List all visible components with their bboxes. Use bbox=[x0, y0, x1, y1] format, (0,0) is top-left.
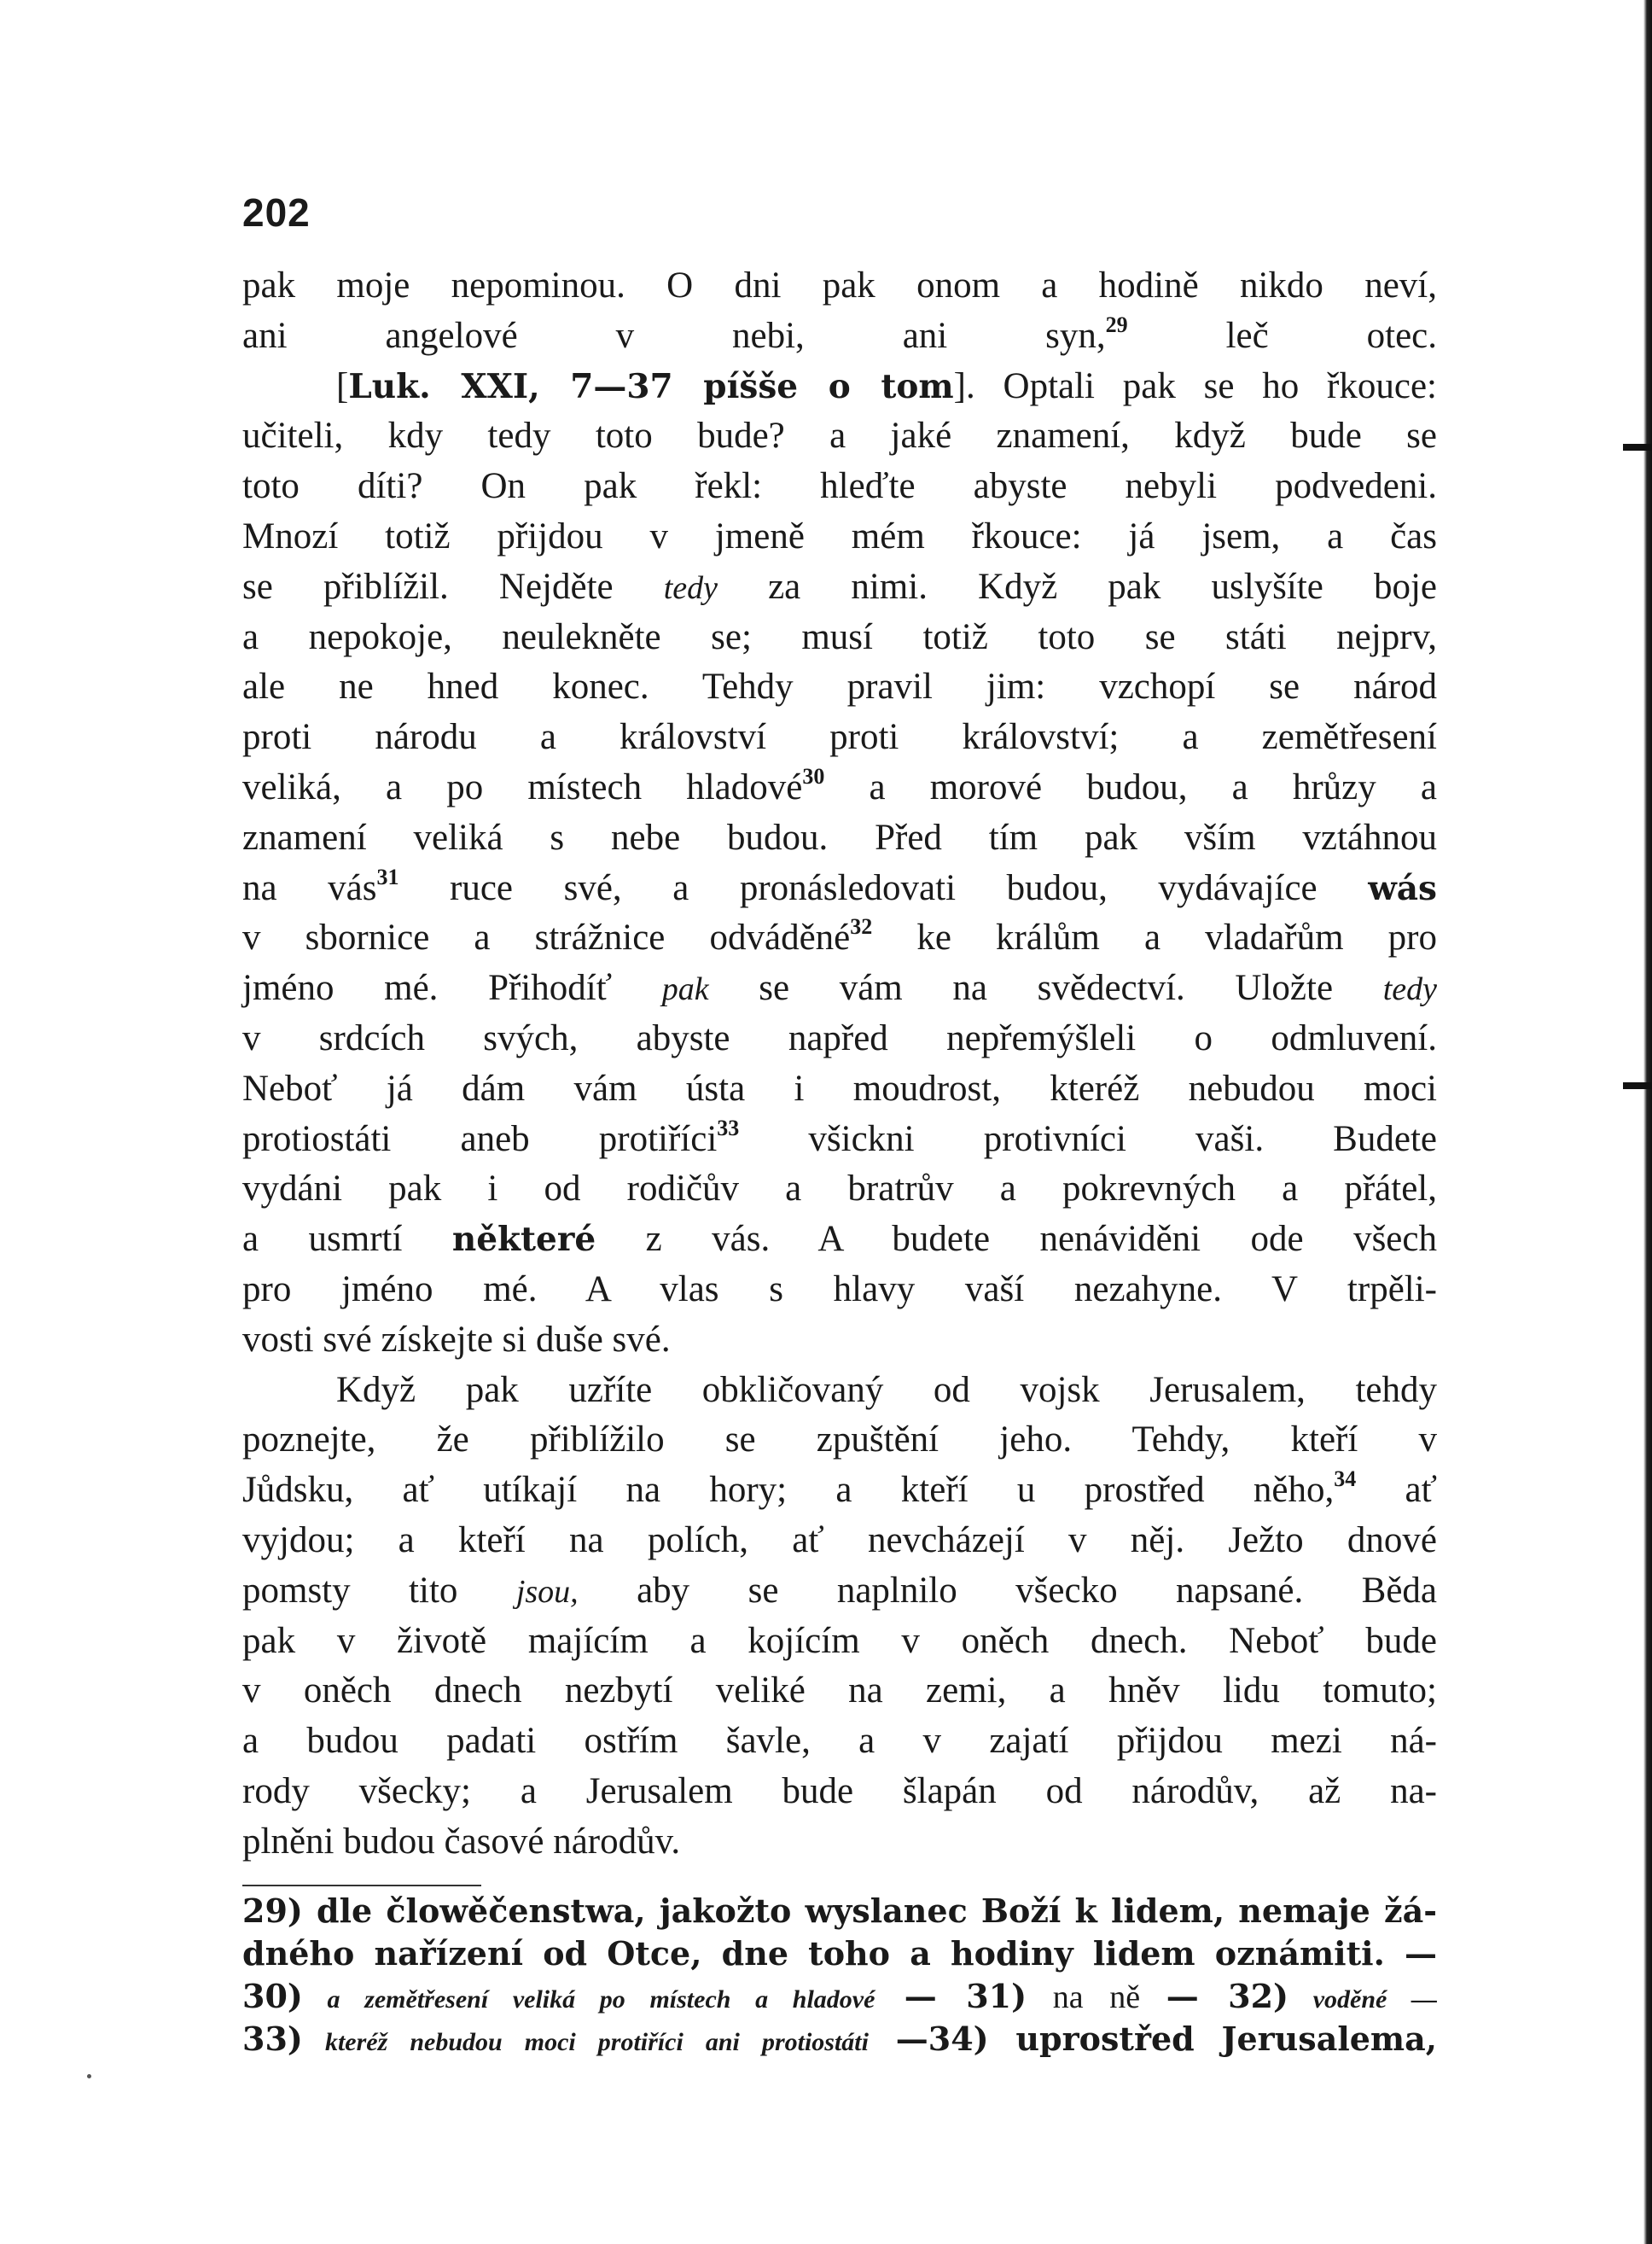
text-line bbox=[242, 362, 1437, 412]
text-line bbox=[242, 1415, 1437, 1466]
text-line bbox=[242, 261, 1437, 312]
italic-text: pak bbox=[661, 971, 709, 1008]
text-run: a morové budou, a hrůzy a bbox=[824, 766, 1438, 807]
text-line bbox=[242, 1516, 1437, 1566]
text-line bbox=[242, 512, 1437, 562]
text-line bbox=[242, 662, 1437, 713]
text-run: ruce své, a pronásledovati budou, vydávajíce bbox=[398, 867, 1369, 908]
text-run: za nimi. Když pak uslyšíte boje bbox=[718, 566, 1437, 607]
text-run: z vás. A budete nenáviděni ode všech bbox=[596, 1219, 1437, 1260]
footnote-ref: 31 bbox=[376, 864, 399, 889]
text-run: ať bbox=[1356, 1470, 1437, 1511]
footnote-bold: — 31) bbox=[875, 1977, 1027, 2015]
text-run: ani angelové v nebi, ani syn, bbox=[242, 315, 1106, 356]
text-line bbox=[242, 1366, 1437, 1416]
text-line bbox=[242, 1817, 1437, 1868]
text-line bbox=[242, 1566, 1437, 1617]
footnote-bold: — 32) bbox=[1166, 1977, 1289, 2015]
footnote-italic: voděné — bbox=[1288, 1985, 1437, 2014]
text-line bbox=[242, 1064, 1437, 1115]
text-run: v sbornice a strážnice odváděné bbox=[242, 918, 851, 959]
text-line bbox=[242, 1717, 1437, 1767]
text-run: toto díti? On pak řekl: hleďte abyste nebyli podvedeni. bbox=[242, 466, 1437, 507]
text-run: a usmrtí bbox=[242, 1219, 452, 1260]
footnote-ref: 30 bbox=[802, 763, 825, 789]
text-run: proti národu a království proti království; a zemětřesení bbox=[242, 717, 1437, 758]
text-run: [ bbox=[336, 365, 349, 406]
footnote-ref: 32 bbox=[850, 914, 873, 940]
edge-tick bbox=[1623, 1082, 1652, 1089]
text-run: pak v životě majícím a kojícím v oněch dnech. Neboť bude bbox=[242, 1620, 1437, 1661]
text-run: plněni budou časové národův. bbox=[242, 1821, 681, 1862]
text-run: učiteli, kdy tedy toto bude? a jaké znamení, když bude se bbox=[242, 416, 1437, 457]
text-line bbox=[242, 864, 1437, 914]
italic-text: tedy bbox=[663, 569, 718, 606]
text-run: Jůdsku, ať utíkají na hory; a kteří u prostřed něho, bbox=[242, 1470, 1335, 1511]
text-line bbox=[242, 964, 1437, 1014]
text-run: ]. Optali pak se ho řkouce: bbox=[953, 365, 1437, 406]
text-line bbox=[242, 462, 1437, 512]
text-line bbox=[242, 1315, 1437, 1366]
footnote-line bbox=[242, 2018, 1437, 2060]
footnote-bold: 29) dle člowěčenstwa, jakožto wyslanec Boží k lidem, nemaje žá- bbox=[242, 1891, 1437, 1930]
text-run: Mnozí totiž přijdou v jmeně mém řkouce: já jsem, a čas bbox=[242, 516, 1437, 557]
text-run: v srdcích svých, abyste napřed nepřemýšleli o odmluvení. bbox=[242, 1017, 1437, 1058]
text-line bbox=[242, 763, 1437, 813]
text-run: na vás bbox=[242, 867, 377, 908]
text-run: protiostáti aneb protiříci bbox=[242, 1118, 718, 1159]
footnote-bold: —34) uprostřed Jerusalema, bbox=[868, 2020, 1437, 2058]
footnote-italic: a zemětřesení veliká po místech a hladové bbox=[302, 1985, 875, 2014]
text-line bbox=[242, 1014, 1437, 1064]
text-line bbox=[242, 1617, 1437, 1667]
body-text bbox=[242, 261, 1437, 1868]
text-line bbox=[242, 1265, 1437, 1315]
text-run: znamení veliká s nebe budou. Před tím pak vším vztáhnou bbox=[242, 817, 1437, 858]
footnote-line bbox=[242, 1890, 1437, 1932]
text-line bbox=[242, 913, 1437, 964]
text-line bbox=[242, 1215, 1437, 1265]
fraktur-text: některé bbox=[451, 1220, 596, 1260]
footnote-ref: 33 bbox=[717, 1115, 740, 1140]
text-run: veliká, a po místech hladové bbox=[242, 766, 803, 807]
page-number: 202 bbox=[242, 190, 311, 235]
text-run: poznejte, že přiblížilo se zpuštění jeho. Tehdy, kteří v bbox=[242, 1419, 1437, 1460]
text-run: ale ne hned konec. Tehdy pravil jim: vzchopí se národ bbox=[242, 667, 1437, 708]
footnote-ref: 34 bbox=[1334, 1466, 1357, 1492]
text-run: a budou padati ostřím šavle, a v zajatí přijdou mezi ná- bbox=[242, 1721, 1437, 1762]
text-run: leč otec. bbox=[1127, 315, 1437, 356]
text-run: všickni protivníci vaši. Budete bbox=[739, 1118, 1437, 1159]
text-run: pak moje nepominou. O dni pak onom a hodině nikdo neví, bbox=[242, 265, 1437, 306]
footnote-ref: 29 bbox=[1105, 312, 1128, 337]
text-line bbox=[242, 813, 1437, 864]
footnote-text: na ně bbox=[1027, 1979, 1166, 2015]
text-line bbox=[242, 1466, 1437, 1516]
footnote-italic: kteréž nebudou moci protiříci ani protiostáti bbox=[302, 2028, 869, 2056]
page-edge-binding bbox=[1643, 0, 1652, 2244]
fraktur-text: Luk. XXI, 7—37 píšše o tom bbox=[348, 366, 954, 406]
text-run: pomsty tito bbox=[242, 1570, 516, 1611]
footnote-line bbox=[242, 1975, 1437, 2018]
text-line bbox=[242, 1666, 1437, 1717]
text-run: a nepokoje, neulekněte se; musí totiž toto se státi nejprv, bbox=[242, 616, 1437, 657]
italic-text: tedy bbox=[1382, 971, 1437, 1008]
text-run: rody všecky; a Jerusalem bude šlapán od národův, až na- bbox=[242, 1770, 1437, 1811]
text-run: jméno mé. Přihodíť bbox=[242, 968, 662, 1009]
text-line bbox=[242, 1115, 1437, 1165]
text-run: aby se naplnilo všecko napsané. Běda bbox=[578, 1570, 1438, 1611]
text-run: ke králům a vladařům pro bbox=[872, 918, 1437, 959]
footnotes bbox=[242, 1890, 1437, 2060]
text-run: vydáni pak i od rodičův a bratrův a pokrevných a přátel, bbox=[242, 1169, 1437, 1209]
text-run: se vám na svědectví. Uložte bbox=[708, 968, 1383, 1009]
edge-tick bbox=[1623, 444, 1652, 451]
text-line bbox=[242, 713, 1437, 763]
text-line bbox=[242, 1767, 1437, 1817]
text-run: se přiblížil. Nejděte bbox=[242, 566, 664, 607]
text-run: Když pak uzříte obkličovaný od vojsk Jerusalem, tehdy bbox=[336, 1369, 1437, 1410]
text-run: vosti své získejte si duše své. bbox=[242, 1319, 671, 1360]
footnote-line bbox=[242, 1932, 1437, 1975]
italic-text: jsou, bbox=[515, 1573, 579, 1610]
text-line bbox=[242, 613, 1437, 663]
text-line bbox=[242, 312, 1437, 362]
footnote-bold: dného nařízení od Otce, dne toho a hodiny lidem oznámiti. — bbox=[242, 1934, 1437, 1973]
text-line bbox=[242, 1164, 1437, 1215]
footnote-bold: 33) bbox=[242, 2020, 303, 2058]
fraktur-text: wás bbox=[1368, 868, 1437, 908]
text-run: pro jméno mé. A vlas s hlavy vaší nezahyne. V trpěli- bbox=[242, 1268, 1437, 1309]
paper-speck bbox=[87, 2074, 91, 2078]
text-run: Neboť já dám vám ústa i moudrost, kteréž nebudou moci bbox=[242, 1068, 1437, 1109]
footnote-rule bbox=[242, 1885, 481, 1886]
footnote-bold: 30) bbox=[242, 1977, 303, 2015]
text-line bbox=[242, 411, 1437, 462]
text-line bbox=[242, 562, 1437, 613]
text-run: v oněch dnech nezbytí veliké na zemi, a hněv lidu tomuto; bbox=[242, 1670, 1437, 1711]
text-run: vyjdou; a kteří na polích, ať nevcházejí v něj. Ježto dnové bbox=[242, 1519, 1437, 1560]
